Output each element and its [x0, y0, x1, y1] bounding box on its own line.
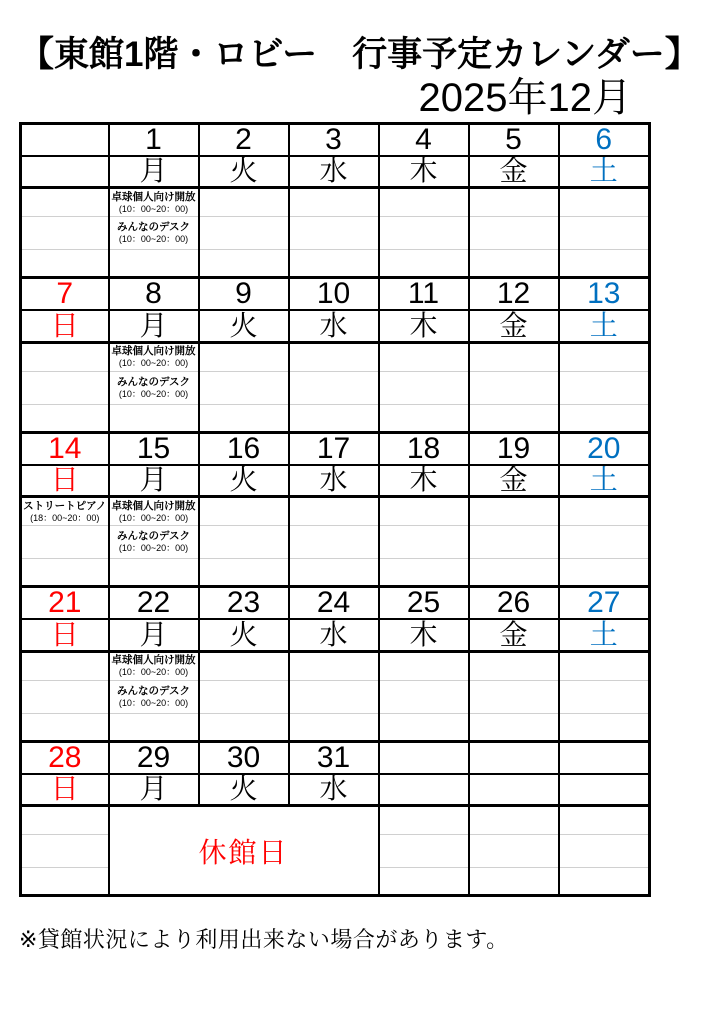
date-cell: 6: [559, 123, 650, 156]
day-cell: 木: [379, 310, 469, 342]
event-cell: [199, 497, 289, 526]
date-cell: 16: [199, 432, 289, 465]
date-cell: 2: [199, 123, 289, 156]
event-cell: [559, 559, 650, 587]
event-cell: [379, 713, 469, 741]
event-cell: [21, 559, 109, 587]
day-cell: 日: [21, 310, 109, 342]
event-cell: [289, 680, 379, 713]
event-cell: [469, 188, 559, 217]
day-cell: 金: [469, 310, 559, 342]
event-row: [21, 526, 650, 559]
event-cell: [559, 250, 650, 278]
day-cell: 木: [379, 156, 469, 188]
event-cell: [21, 713, 109, 741]
date-cell: 18: [379, 432, 469, 465]
closed-cell: 休館日: [109, 806, 379, 896]
day-cell: [469, 774, 559, 806]
event-cell: [109, 526, 199, 559]
date-row: [21, 741, 650, 774]
event-cell: [469, 835, 559, 868]
date-cell: 13: [559, 278, 650, 311]
event-cell: [469, 497, 559, 526]
event-row: [21, 680, 650, 713]
date-cell: 14: [21, 432, 109, 465]
week-4: [21, 587, 650, 742]
date-cell: [469, 741, 559, 774]
date-cell: 28: [21, 741, 109, 774]
event-cell: [289, 217, 379, 250]
event-cell: [109, 188, 199, 217]
date-cell: 12: [469, 278, 559, 311]
event-cell: [109, 250, 199, 278]
day-row: [21, 310, 650, 342]
event-cell: [21, 868, 109, 896]
event-cell: [109, 713, 199, 741]
event-cell: [559, 371, 650, 404]
event-cell: [559, 188, 650, 217]
date-cell: 29: [109, 741, 199, 774]
date-cell: 9: [199, 278, 289, 311]
week-5: [21, 741, 650, 896]
date-cell: [379, 741, 469, 774]
event-cell: [21, 651, 109, 680]
day-cell: 水: [289, 156, 379, 188]
event-time: (18：00~20：00): [30, 512, 100, 523]
date-row: [21, 123, 650, 156]
day-cell: 木: [379, 619, 469, 651]
day-cell: 金: [469, 156, 559, 188]
event-cell: [379, 188, 469, 217]
event-cell: [109, 651, 199, 680]
day-cell: 火: [199, 465, 289, 497]
event-cell: [199, 526, 289, 559]
event-cell: [199, 559, 289, 587]
day-cell: 火: [199, 774, 289, 806]
day-cell: [21, 156, 109, 188]
event-cell: [559, 526, 650, 559]
event-cell: [379, 835, 469, 868]
event-cell: [289, 250, 379, 278]
date-cell: 8: [109, 278, 199, 311]
month-label: 2025年12月: [418, 75, 632, 120]
event-cell: [289, 371, 379, 404]
event-cell: [199, 217, 289, 250]
day-cell: [379, 774, 469, 806]
event-row: [21, 217, 650, 250]
day-cell: 土: [559, 465, 650, 497]
event-cell: [21, 250, 109, 278]
date-cell: 30: [199, 741, 289, 774]
event-cell: [469, 680, 559, 713]
event-cell: [559, 404, 650, 432]
day-cell: 火: [199, 310, 289, 342]
day-cell: 日: [21, 774, 109, 806]
event-cell: [199, 342, 289, 371]
day-cell: 土: [559, 310, 650, 342]
event-cell: [559, 713, 650, 741]
event-cell: [559, 342, 650, 371]
event-cell: [559, 651, 650, 680]
event-row: [21, 559, 650, 587]
event-cell: [469, 559, 559, 587]
day-cell: 土: [559, 156, 650, 188]
date-cell: 19: [469, 432, 559, 465]
event-cell: [289, 404, 379, 432]
event-time: (10：00~20：00): [118, 667, 189, 678]
event-time: (10：00~20：00): [118, 512, 189, 523]
day-cell: 水: [289, 310, 379, 342]
day-cell: 月: [109, 465, 199, 497]
event-cell: [109, 404, 199, 432]
calendar-table: [19, 122, 651, 898]
event-cell: [379, 526, 469, 559]
event-row: [21, 651, 650, 680]
event-cell: [289, 559, 379, 587]
day-cell: 木: [379, 465, 469, 497]
event-cell: [469, 868, 559, 896]
event-cell: [379, 217, 469, 250]
event-cell: [21, 371, 109, 404]
event-cell: [469, 217, 559, 250]
event-cell: [379, 868, 469, 896]
event-name: 卓球個人向け開放: [111, 499, 196, 512]
event-cell: [469, 371, 559, 404]
event-cell: [469, 526, 559, 559]
event-cell: [379, 404, 469, 432]
event-cell: [289, 526, 379, 559]
event-cell: [559, 868, 650, 896]
event-time: (10：00~20：00): [118, 203, 189, 214]
date-cell: 4: [379, 123, 469, 156]
event-cell: [469, 404, 559, 432]
event-cell: [289, 342, 379, 371]
event-cell: [21, 404, 109, 432]
event-cell: [379, 371, 469, 404]
event-name: みんなのデスク: [116, 684, 191, 697]
event-cell: [289, 713, 379, 741]
event-cell: [109, 217, 199, 250]
day-row: [21, 156, 650, 188]
event-cell: [469, 250, 559, 278]
event-name: みんなのデスク: [116, 530, 191, 543]
event-cell: [469, 713, 559, 741]
event-cell: [199, 680, 289, 713]
date-cell: 5: [469, 123, 559, 156]
event-cell: [199, 188, 289, 217]
day-cell: [559, 774, 650, 806]
event-cell: [21, 497, 109, 526]
event-cell: [379, 680, 469, 713]
event-cell: [289, 497, 379, 526]
day-cell: 月: [109, 156, 199, 188]
date-cell: 26: [469, 587, 559, 620]
day-cell: 火: [199, 156, 289, 188]
event-time: (10：00~20：00): [118, 358, 189, 369]
date-cell: 27: [559, 587, 650, 620]
week-3: [21, 432, 650, 587]
day-cell: 金: [469, 465, 559, 497]
event-cell: [199, 250, 289, 278]
date-cell: 17: [289, 432, 379, 465]
event-cell: [379, 342, 469, 371]
event-row: [21, 188, 650, 217]
event-row: [21, 806, 650, 835]
event-cell: [469, 342, 559, 371]
day-cell: 金: [469, 619, 559, 651]
day-cell: 土: [559, 619, 650, 651]
event-cell: [379, 651, 469, 680]
event-cell: [379, 497, 469, 526]
event-cell: [21, 217, 109, 250]
date-cell: 15: [109, 432, 199, 465]
event-name: みんなのデスク: [116, 221, 191, 234]
day-cell: 日: [21, 465, 109, 497]
date-row: [21, 432, 650, 465]
date-cell: [559, 741, 650, 774]
date-cell: 3: [289, 123, 379, 156]
date-row: [21, 278, 650, 311]
date-cell: 21: [21, 587, 109, 620]
event-cell: [559, 680, 650, 713]
event-cell: [559, 217, 650, 250]
event-name: ストリートピアノ: [23, 499, 107, 512]
day-cell: 月: [109, 619, 199, 651]
event-cell: [559, 806, 650, 835]
event-cell: [559, 497, 650, 526]
week-2: [21, 278, 650, 433]
event-cell: [199, 713, 289, 741]
event-cell: [109, 371, 199, 404]
day-row: [21, 619, 650, 651]
day-cell: 火: [199, 619, 289, 651]
date-cell: 31: [289, 741, 379, 774]
day-row: [21, 465, 650, 497]
calendar-wrapper: [19, 32, 700, 954]
event-row: [21, 250, 650, 278]
date-cell: 23: [199, 587, 289, 620]
day-cell: 水: [289, 619, 379, 651]
date-cell: 24: [289, 587, 379, 620]
day-cell: 日: [21, 619, 109, 651]
date-cell: 25: [379, 587, 469, 620]
day-cell: 月: [109, 774, 199, 806]
event-cell: [21, 806, 109, 835]
day-cell: 水: [289, 465, 379, 497]
week-1: [21, 123, 650, 278]
event-cell: [21, 342, 109, 371]
event-cell: [289, 651, 379, 680]
event-cell: [21, 835, 109, 868]
event-name: みんなのデスク: [116, 375, 191, 388]
event-row: [21, 713, 650, 741]
day-row: [21, 774, 650, 806]
event-cell: [21, 188, 109, 217]
event-row: [21, 497, 650, 526]
event-time: (10：00~20：00): [118, 234, 189, 245]
event-cell: [109, 559, 199, 587]
event-cell: [559, 835, 650, 868]
date-cell: 1: [109, 123, 199, 156]
event-cell: [21, 680, 109, 713]
date-cell: 10: [289, 278, 379, 311]
event-cell: [21, 526, 109, 559]
event-name: 卓球個人向け開放: [111, 345, 196, 358]
date-cell: 20: [559, 432, 650, 465]
event-name: 卓球個人向け開放: [111, 190, 196, 203]
day-cell: 水: [289, 774, 379, 806]
event-row: [21, 371, 650, 404]
event-cell: [199, 651, 289, 680]
date-cell: 22: [109, 587, 199, 620]
event-cell: [379, 806, 469, 835]
event-time: (10：00~20：00): [118, 388, 189, 399]
event-cell: [199, 371, 289, 404]
event-time: (10：00~20：00): [118, 697, 189, 708]
date-cell: 7: [21, 278, 109, 311]
event-cell: [379, 250, 469, 278]
event-row: [21, 342, 650, 371]
event-cell: [109, 680, 199, 713]
page-title: 【東館1階・ロビー 行事予定カレンダー】: [19, 35, 700, 74]
event-cell: [289, 188, 379, 217]
date-row: [21, 587, 650, 620]
event-row: [21, 404, 650, 432]
event-cell: [109, 342, 199, 371]
day-cell: 月: [109, 310, 199, 342]
footer-note: ※貸館状況により利用出来ない場合があります。: [19, 927, 509, 952]
event-name: 卓球個人向け開放: [111, 654, 196, 667]
event-cell: [469, 806, 559, 835]
event-cell: [379, 559, 469, 587]
event-time: (10：00~20：00): [118, 543, 189, 554]
event-cell: [109, 497, 199, 526]
date-cell: 11: [379, 278, 469, 311]
event-cell: [469, 651, 559, 680]
event-cell: [199, 404, 289, 432]
date-cell: [21, 123, 109, 156]
